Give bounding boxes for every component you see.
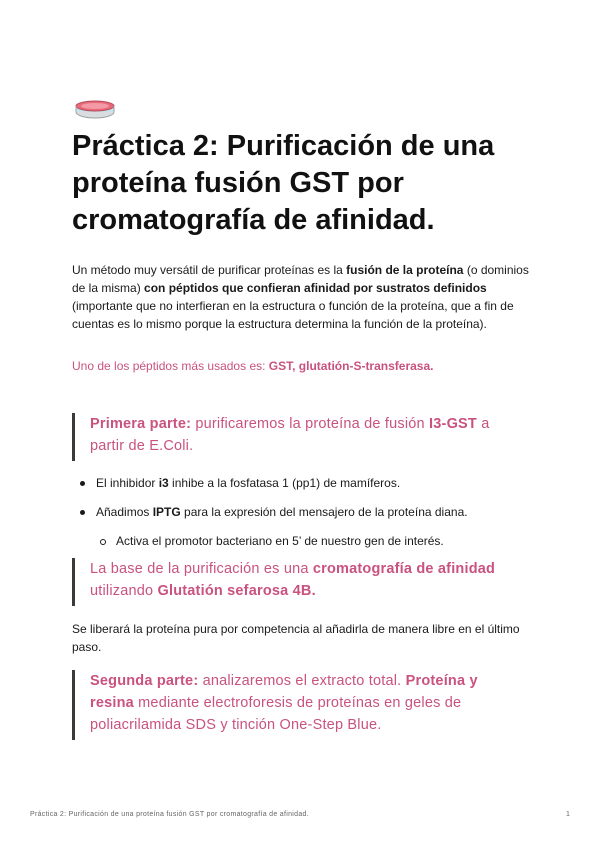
page-number: 1 — [566, 811, 570, 818]
release-paragraph: Se liberará la proteína pura por competencia al añadirla de manera libre en el último paso. — [72, 622, 520, 654]
callout-second-part: Segunda parte: analizaremos el extracto total. Proteína y resina mediante electroforesis de proteínas en geles de poliacrilamida SDS y tinción One-Step Blue. — [72, 670, 510, 740]
callout-first-part: Primera parte: purificaremos la proteína de fusión I3-GST a partir de E.Coli. — [72, 413, 510, 461]
footer-text: Práctica 2: Purificación de una proteína fusión GST por cromatografía de afinidad. — [30, 811, 309, 818]
page-title: Práctica 2: Purificación de una proteína fusión GST por cromatografía de afinidad. — [72, 130, 495, 236]
list-item: Añadimos IPTG para la expresión del mensajero de la proteína diana. — [78, 503, 468, 521]
list-item: Activa el promotor bacteriano en 5’ de nuestro gen de interés. — [98, 532, 468, 550]
petri-dish-icon — [74, 99, 116, 119]
intro-paragraph: Un método muy versátil de purificar proteínas es la fusión de la proteína (o dominios de la misma) con péptidos que confieran afinidad por sustratos definidos (importante que no interfieran en la estructura o función de la proteína, que a fin de cuentas es lo mismo porque la estructura determina la función de la proteína). — [72, 263, 529, 331]
callout-purification-basis: La base de la purificación es una cromatografía de afinidad utilizando Glutatión sefarosa 4B. — [72, 558, 520, 606]
list-item: El inhibidor i3 inhibe a la fosfatasa 1 (pp1) de mamíferos. — [78, 474, 468, 492]
peptide-line: Uno de los péptidos más usados es: GST, glutatión-S-transferasa. — [72, 359, 434, 373]
bullet-list — [78, 474, 468, 561]
